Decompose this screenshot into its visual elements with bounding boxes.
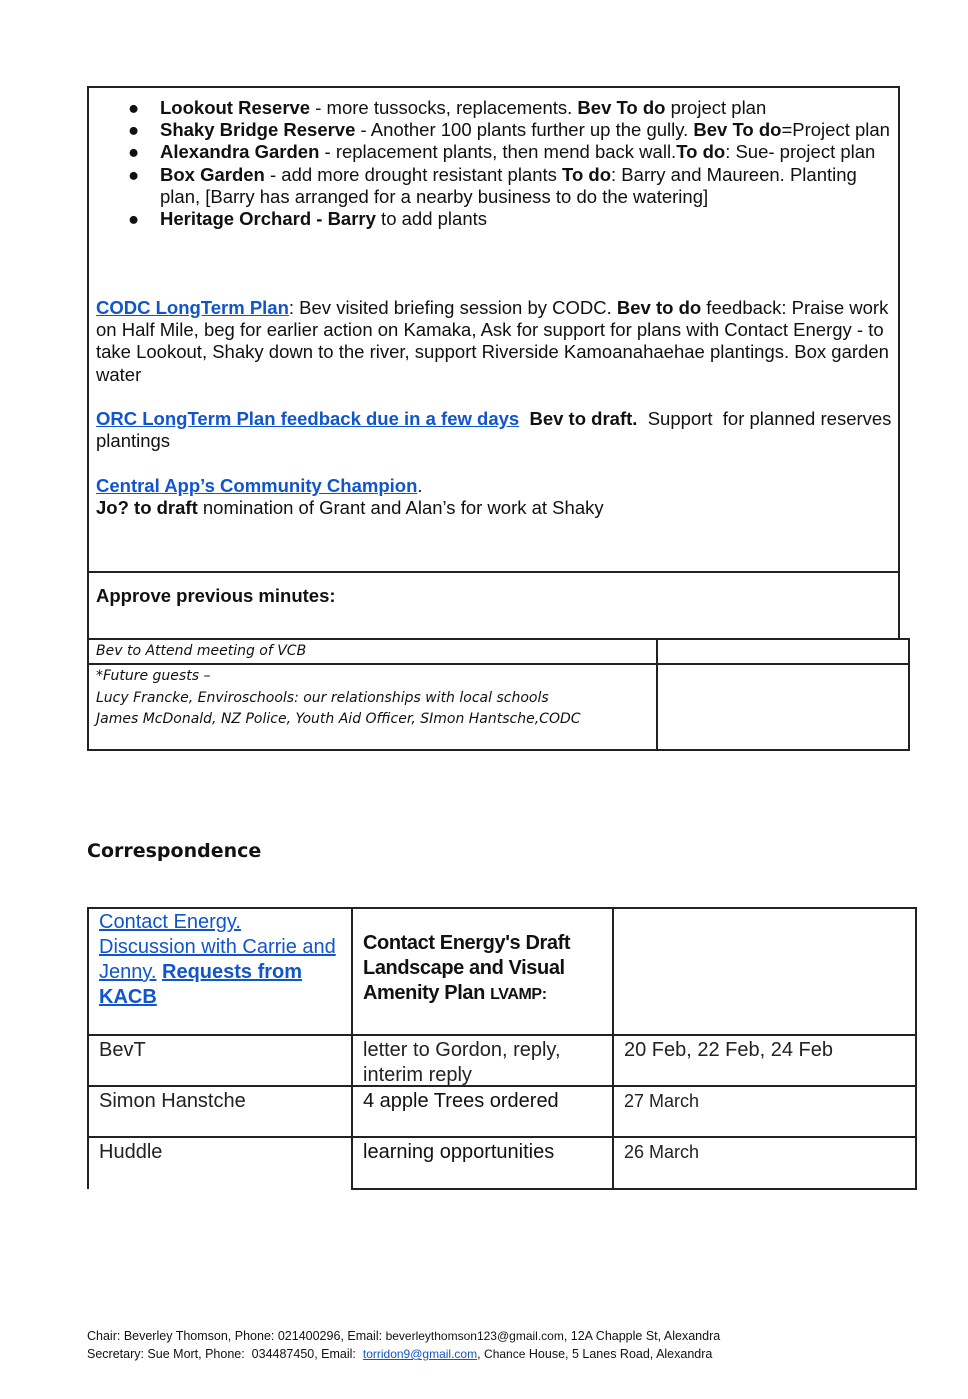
lvamp-abbrev: LVAMP: <box>490 986 547 1003</box>
item-todo: Bev To do <box>693 119 782 141</box>
orc-todo: Bev to draft. <box>519 408 638 429</box>
item-rest: : Barry and Maureen. Planting plan, [Barry has arranged for a nearby business to do the watering] <box>160 163 857 207</box>
item-title: Lookout Reserve <box>160 97 311 118</box>
table-divider <box>87 1136 917 1138</box>
secretary-sep: , <box>477 1347 485 1361</box>
item-todo: To do <box>562 163 612 185</box>
champion-text: nomination of Grant and Alan’s for work at Shaky <box>197 497 604 519</box>
footer-secretary <box>87 1345 720 1363</box>
item-text: - add more drought resistant plants <box>264 163 563 185</box>
table-divider <box>87 907 89 1189</box>
future-guest-item: Lucy Francke, Enviroschools: our relationships with local schools <box>96 690 549 706</box>
champion-link[interactable]: Central App’s Community Champion <box>96 475 418 496</box>
codc-todo: Bev to do <box>616 297 702 318</box>
list-item <box>128 164 898 208</box>
chair-address: , 12A Chapple St, Alexandra <box>563 1329 721 1343</box>
future-guests-title: *Future guests – <box>96 668 211 684</box>
from-cell: BevT <box>99 1039 146 1061</box>
orc-text: Support for planned reserves plantings <box>96 408 897 452</box>
champion-paragraph <box>96 475 896 519</box>
table-divider <box>87 749 910 751</box>
item-rest: project plan <box>665 97 767 118</box>
bullet-icon: ● <box>128 141 140 163</box>
table-divider <box>87 638 910 640</box>
table-divider <box>351 907 353 1190</box>
approve-label: Approve previous minutes: <box>96 585 336 606</box>
lvamp-line: Contact Energy's Draft <box>363 932 571 954</box>
item-rest: : Sue- project plan <box>725 141 876 163</box>
footer-contacts <box>87 1327 720 1363</box>
bullet-icon: ● <box>128 208 140 230</box>
table-divider <box>87 1034 917 1036</box>
bullet-icon: ● <box>128 119 140 141</box>
table-divider <box>87 638 89 751</box>
orc-paragraph <box>96 408 896 452</box>
champion-todo: Jo? to draft <box>96 497 198 519</box>
item-todo: Bev To do <box>577 97 666 118</box>
vcb-meeting-note: Bev to Attend meeting of VCB <box>96 643 307 659</box>
chair-text: Chair: Beverley Thomson, Phone: 021400296, Email: <box>87 1329 386 1343</box>
lvamp-line: Landscape and Visual <box>363 957 565 979</box>
contact-energy-cell <box>99 910 339 1010</box>
codc-text: : Bev visited briefing session by CODC. <box>288 297 617 318</box>
date-cell: 20 Feb, 22 Feb, 24 Feb <box>624 1039 834 1061</box>
lvamp-line: Amenity Plan <box>363 982 485 1004</box>
champion-dot: . <box>417 475 423 496</box>
table-divider <box>351 1188 917 1190</box>
item-text: - replacement plants, then mend back wall. <box>319 141 677 163</box>
orc-link[interactable]: ORC LongTerm Plan feedback due in a few days <box>96 408 520 429</box>
list-item <box>128 208 898 230</box>
item-title: Shaky Bridge Reserve <box>160 119 356 141</box>
table-divider <box>87 907 917 909</box>
contact-energy-link[interactable]: Contact Energy. Discussion with Carrie and Jenny. <box>99 911 336 983</box>
secretary-address: House, 5 Lanes Road, Alexandra <box>525 1347 713 1361</box>
secretary-text: Secretary: Sue Mort, Phone: 034487450, Email: <box>87 1347 363 1361</box>
table-divider <box>612 907 614 1190</box>
table-divider <box>87 663 910 665</box>
item-text: - Another 100 plants further up the gully. <box>355 119 694 141</box>
item-cell: letter to Gordon, reply, interim reply <box>363 1039 561 1086</box>
table-divider <box>908 638 910 751</box>
correspondence-heading: Correspondence <box>87 840 262 862</box>
item-text: to add plants <box>375 208 488 230</box>
bullet-icon: ● <box>128 163 140 185</box>
date-cell: 27 March <box>624 1091 700 1111</box>
item-text: - more tussocks, replacements. <box>310 97 578 118</box>
item-title: Heritage Orchard - Barry <box>160 208 376 230</box>
codc-link[interactable]: CODC LongTerm Plan <box>96 297 289 318</box>
list-item <box>128 141 898 163</box>
item-title: Alexandra Garden <box>160 141 320 163</box>
secretary-email-link[interactable]: torridon9@gmail.com <box>362 1347 478 1361</box>
item-todo: To do <box>676 141 726 163</box>
future-guest-item: James McDonald, NZ Police, Youth Aid Officer, SImon Hantsche,CODC <box>96 711 581 727</box>
from-cell: Huddle <box>99 1141 163 1163</box>
project-bullet-list <box>128 97 898 230</box>
codc-text-2: feedback: Praise work on Half Mile, beg for earlier action on Kamaka, Ask for support for plans with Contact Energy - to take Lookout, Shaky down to the river, support Riverside Kamoanahaehae plantings. Box garden water <box>96 297 889 385</box>
from-cell: Simon Hanstche <box>99 1090 246 1112</box>
secretary-chance: Chance <box>484 1347 526 1361</box>
list-item <box>128 119 898 141</box>
list-item <box>128 97 898 119</box>
item-cell: 4 apple Trees ordered <box>363 1090 559 1112</box>
table-divider <box>656 638 658 751</box>
item-cell: learning opportunities <box>363 1141 555 1163</box>
bullet-icon: ● <box>128 97 140 118</box>
item-title: Box Garden <box>160 163 265 185</box>
table-divider <box>915 907 917 1190</box>
lvamp-cell <box>363 931 570 1007</box>
footer-chair <box>87 1327 720 1345</box>
item-rest: =Project plan <box>781 119 890 141</box>
chair-email: beverleythomson123@gmail.com <box>385 1329 564 1343</box>
codc-paragraph <box>96 297 896 386</box>
requests-link[interactable]: Requests from KACB <box>99 961 303 1008</box>
date-cell: 26 March <box>624 1142 700 1162</box>
